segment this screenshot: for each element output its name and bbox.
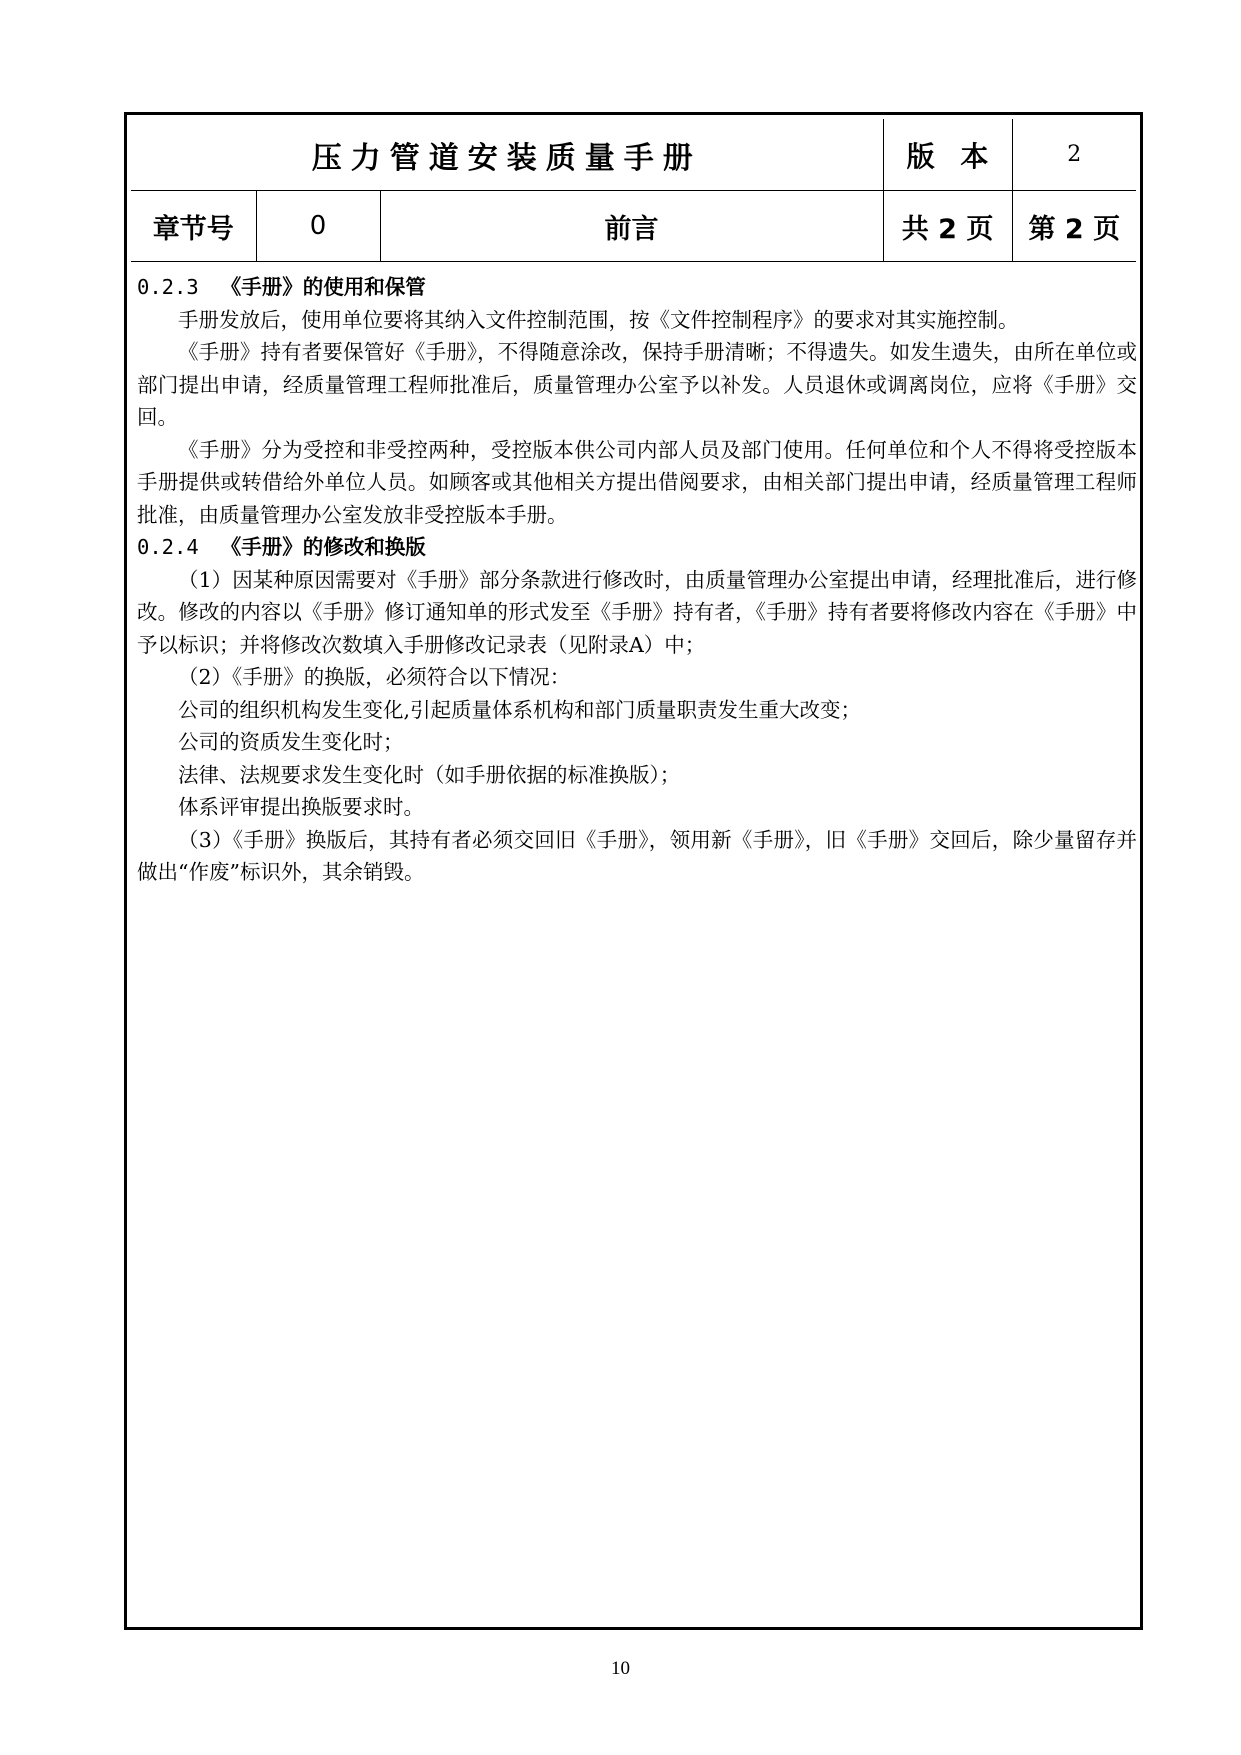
version-label: 版 本: [883, 119, 1012, 191]
paragraph: 手册发放后，使用单位要将其纳入文件控制范围，按《文件控制程序》的要求对其实施控制。: [178, 307, 1019, 332]
document-frame: [124, 112, 1143, 1630]
paragraph: 《手册》持有者要保管好《手册》，不得随意涂改，保持手册清晰；不得遗失。如发生遗失，由所在单位或部门提出申请，经质量管理工程师批准后，质量管理办公室予以补发。人员退休或调离岗位，应将《手册》交回。: [137, 340, 1137, 429]
section-title: 《手册》的使用和保管: [220, 275, 426, 299]
list-item: 法律、法规要求发生变化时（如手册依据的标准换版）；: [178, 762, 681, 787]
paragraph: （1）因某种原因需要对《手册》部分条款进行修改时，由质量管理办公室提出申请，经理批准后，进行修改。修改的内容以《手册》修订通知单的形式发至《手册》持有者，《手册》持有者要将修改内容在《手册》中予以标识；并将修改次数填入手册修改记录表（见附录A）中；: [137, 567, 1137, 657]
section-name: 前言: [380, 191, 883, 262]
paragraph: （2）《手册》的换版，必须符合以下情况：: [178, 665, 571, 689]
page-number: 10: [611, 1658, 630, 1679]
total-pages: 共 2 页: [883, 191, 1012, 262]
section-number: 0.2.3: [137, 275, 199, 299]
chapter-label: 章节号: [131, 191, 256, 262]
document-inner-border: [131, 119, 1136, 1623]
list-item: 公司的资质发生变化时；: [178, 730, 404, 754]
section-heading: [137, 271, 1137, 304]
list-item: 公司的组织机构发生变化,引起质量体系机构和部门质量职责发生重大改变；: [178, 697, 862, 722]
manual-title: 压力管道安装质量手册: [131, 119, 883, 191]
body-content: [137, 271, 1137, 889]
header-table: [131, 119, 1136, 262]
chapter-value: 0: [256, 191, 380, 262]
current-page: 第 2 页: [1012, 191, 1136, 262]
section-number: 0.2.4: [137, 535, 199, 559]
version-value: 2: [1012, 119, 1136, 191]
section-heading: [137, 531, 1137, 564]
paragraph: （3）《手册》换版后，其持有者必须交回旧《手册》，领用新《手册》，旧《手册》交回后，除少量留存并做出“作废”标识外，其余销毁。: [137, 827, 1137, 884]
list-item: 体系评审提出换版要求时。: [178, 795, 424, 819]
paragraph: 《手册》分为受控和非受控两种，受控版本供公司内部人员及部门使用。任何单位和个人不得将受控版本手册提供或转借给外单位人员。如顾客或其他相关方提出借阅要求，由相关部门提出申请，经质量管理工程师批准，由质量管理办公室发放非受控版本手册。: [137, 437, 1137, 527]
section-title: 《手册》的修改和换版: [220, 535, 426, 559]
